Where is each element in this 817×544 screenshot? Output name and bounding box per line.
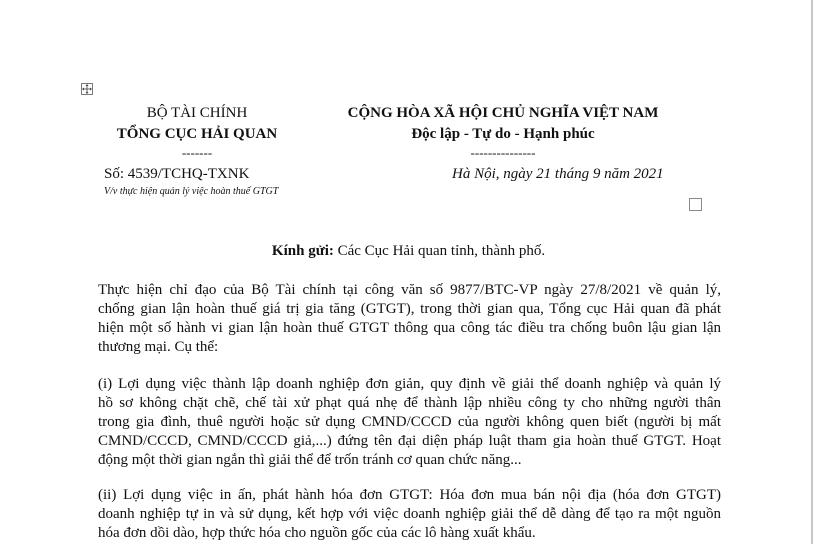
paragraph-line: trong gia đình, thuê người hoặc sử dụng CMND/CCCD của người không quen biết (người bị mất [98, 414, 721, 430]
paragraph-line: CMND/CCCD, CMND/CCCD giả,...) đứng tên đại diện pháp luật tham gia hoàn thuế GTGT. Hoạt [98, 433, 721, 449]
body-paragraph-3 [98, 486, 721, 543]
authority-separator: ------- [181, 145, 213, 160]
paragraph-line: thương mại. Cụ thể: [98, 339, 219, 355]
ministry-name: BỘ TÀI CHÍNH [146, 105, 248, 121]
place-and-date: Hà Nội, ngày 21 tháng 9 năm 2021 [452, 166, 664, 182]
motto-separator: --------------- [470, 145, 536, 160]
recipient-line [0, 243, 817, 260]
paragraph-line: chống gian lận hoàn thuế giá trị gia tăng (GTGT), trong thời gian qua, Tổng cục Hải quan đã phát [98, 301, 721, 317]
paragraph-line: (i) Lợi dụng việc thành lập doanh nghiệp đơn giản, quy định về giải thể doanh nghiệp và quản lý [98, 376, 721, 392]
paragraph-line: doanh nghiệp tự in và sử dụng, kết hợp với việc doanh nghiệp giải thể dễ dàng để tạo ra một nguồn [98, 506, 721, 522]
national-motto: Độc lập - Tự do - Hạnh phúc [411, 126, 595, 142]
recipient-value: Các Cục Hải quan tỉnh, thành phố. [337, 243, 546, 259]
body-paragraph-2 [98, 375, 721, 470]
national-header [317, 103, 689, 161]
country-name: CỘNG HÒA XÃ HỘI CHỦ NGHĨA VIỆT NAM [347, 105, 659, 121]
paragraph-line: hiện một số hành vi gian lận hoàn thuế GTGT thông qua công tác điều tra chống buôn lậu gian lận [98, 320, 721, 336]
paragraph-line: (ii) Lợi dụng việc in ấn, phát hành hóa đơn GTGT: Hóa đơn mua bán nội địa (hóa đơn GTGT) [98, 487, 721, 503]
department-name: TỔNG CỤC HẢI QUAN [116, 126, 278, 142]
paragraph-line: hóa đơn dồi dào, hợp thức hóa cho nguồn gốc của các lô hàng xuất khẩu. [98, 525, 536, 541]
body-paragraph-1 [98, 281, 721, 357]
text-box-handle[interactable] [689, 198, 702, 211]
paragraph-line: hồ sơ không chặt chẽ, chế tài xử phạt quá nhẹ để thành lập nhiều công ty cho những người thân [98, 395, 721, 411]
document-number: Số: 4539/TCHQ-TXNK [104, 166, 250, 182]
table-move-handle-icon[interactable] [81, 83, 93, 95]
paragraph-line: động một thời gian ngắn thì giải thể để trốn tránh cơ quan chức năng... [98, 452, 522, 468]
paragraph-line: Thực hiện chỉ đạo của Bộ Tài chính tại công văn số 9877/BTC-VP ngày 27/8/2021 về quản lý, [98, 282, 721, 298]
issuing-authority [102, 103, 292, 161]
document-subject: V/v thực hiện quản lý việc hoàn thuế GTGT [104, 186, 279, 197]
move-arrows-icon [82, 84, 92, 94]
recipient-label: Kính gửi: [271, 243, 334, 259]
